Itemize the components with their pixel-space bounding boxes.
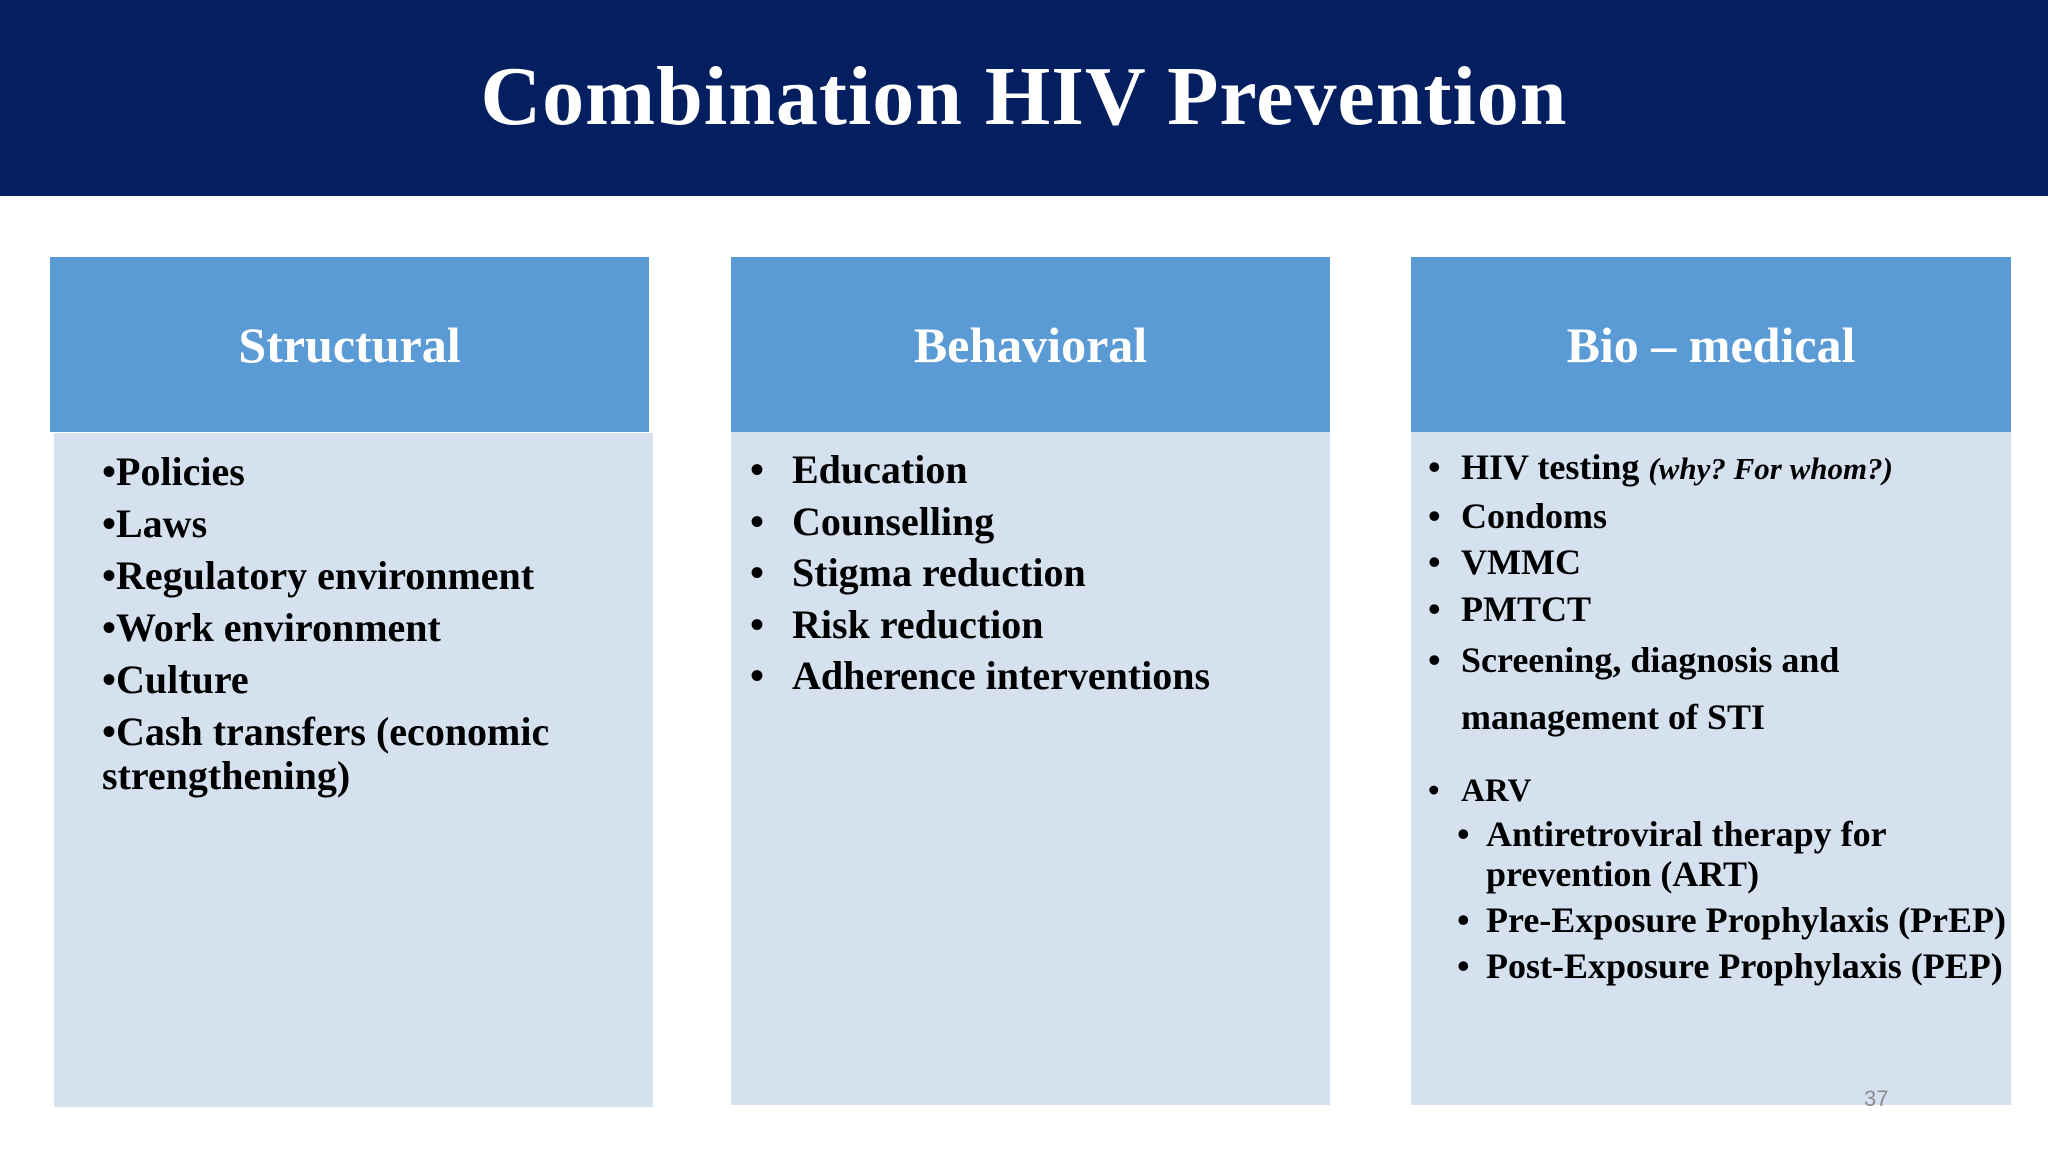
list-item-text: ARV <box>1461 773 1532 809</box>
behavioral-list <box>748 444 1318 702</box>
list-item <box>748 599 1318 651</box>
list-item: •Work environment <box>102 605 441 650</box>
bullet: • <box>1457 900 1470 940</box>
slide-title: Combination HIV Prevention <box>480 49 1568 143</box>
list-item-text: Pre-Exposure Prophylaxis (PrEP) <box>1486 900 2006 940</box>
bullet: • <box>1428 588 1441 629</box>
list-item <box>748 444 1318 496</box>
bullet: • <box>1428 447 1441 487</box>
list-item <box>1426 539 2006 586</box>
structural-header <box>50 257 649 432</box>
list-item <box>1426 493 2006 540</box>
list-item <box>1455 946 2006 986</box>
list-item <box>1426 444 2006 493</box>
list-item: •Culture <box>102 657 249 702</box>
list-item <box>1426 768 2006 814</box>
list-item-text: Education <box>792 447 968 492</box>
list-item <box>1426 586 2006 633</box>
structural-list <box>102 446 642 798</box>
behavioral-header <box>731 257 1330 432</box>
title-bar <box>0 0 2048 196</box>
list-item <box>748 650 1318 702</box>
list-item <box>1426 632 2006 746</box>
list-item <box>1455 814 2006 894</box>
arv-sublist <box>1455 814 2006 986</box>
list-item-text: Screening, diagnosis and management of STI <box>1461 640 1840 737</box>
list-item: •Laws <box>102 501 208 546</box>
bullet: • <box>1428 542 1441 582</box>
list-item-text: VMMC <box>1461 542 1581 582</box>
bullet: • <box>1428 773 1440 809</box>
list-item-text: Antiretroviral therapy for prevention (ART) <box>1486 814 1886 894</box>
bullet: • <box>1457 814 1470 854</box>
bullet: • <box>750 653 765 699</box>
list-item-text: Post-Exposure Prophylaxis (PEP) <box>1486 946 2003 986</box>
list-item <box>748 547 1318 599</box>
bullet: • <box>1428 640 1441 680</box>
biomedical-list <box>1426 444 2006 992</box>
list-item <box>1455 900 2006 940</box>
list-item <box>748 496 1318 548</box>
bullet: • <box>1457 946 1470 986</box>
list-item-text: Condoms <box>1461 495 1608 536</box>
behavioral-heading: Behavioral <box>913 316 1148 373</box>
bullet: • <box>750 447 765 492</box>
list-item-text: HIV testing <box>1461 447 1640 487</box>
list-item-text: Stigma reduction <box>792 550 1086 596</box>
bullet: • <box>1428 495 1441 536</box>
bullet: • <box>750 601 765 647</box>
bullet: • <box>750 498 765 544</box>
slide-number: 37 <box>1864 1086 1889 1111</box>
list-item-text: Counselling <box>792 498 995 544</box>
biomedical-heading: Bio – medical <box>1566 316 1856 373</box>
list-item-text: Risk reduction <box>792 601 1044 647</box>
list-item-text: Adherence interventions <box>792 653 1211 699</box>
hiv-testing-note: (why? For whom?) <box>1648 451 1893 486</box>
bullet: • <box>750 550 765 596</box>
list-item-text: PMTCT <box>1461 588 1591 629</box>
list-item: •Cash transfers (economic strengthening) <box>102 709 550 798</box>
biomedical-header <box>1411 257 2011 432</box>
list-item: •Policies <box>102 449 245 494</box>
list-item: •Regulatory environment <box>102 553 535 598</box>
structural-heading: Structural <box>238 316 461 373</box>
